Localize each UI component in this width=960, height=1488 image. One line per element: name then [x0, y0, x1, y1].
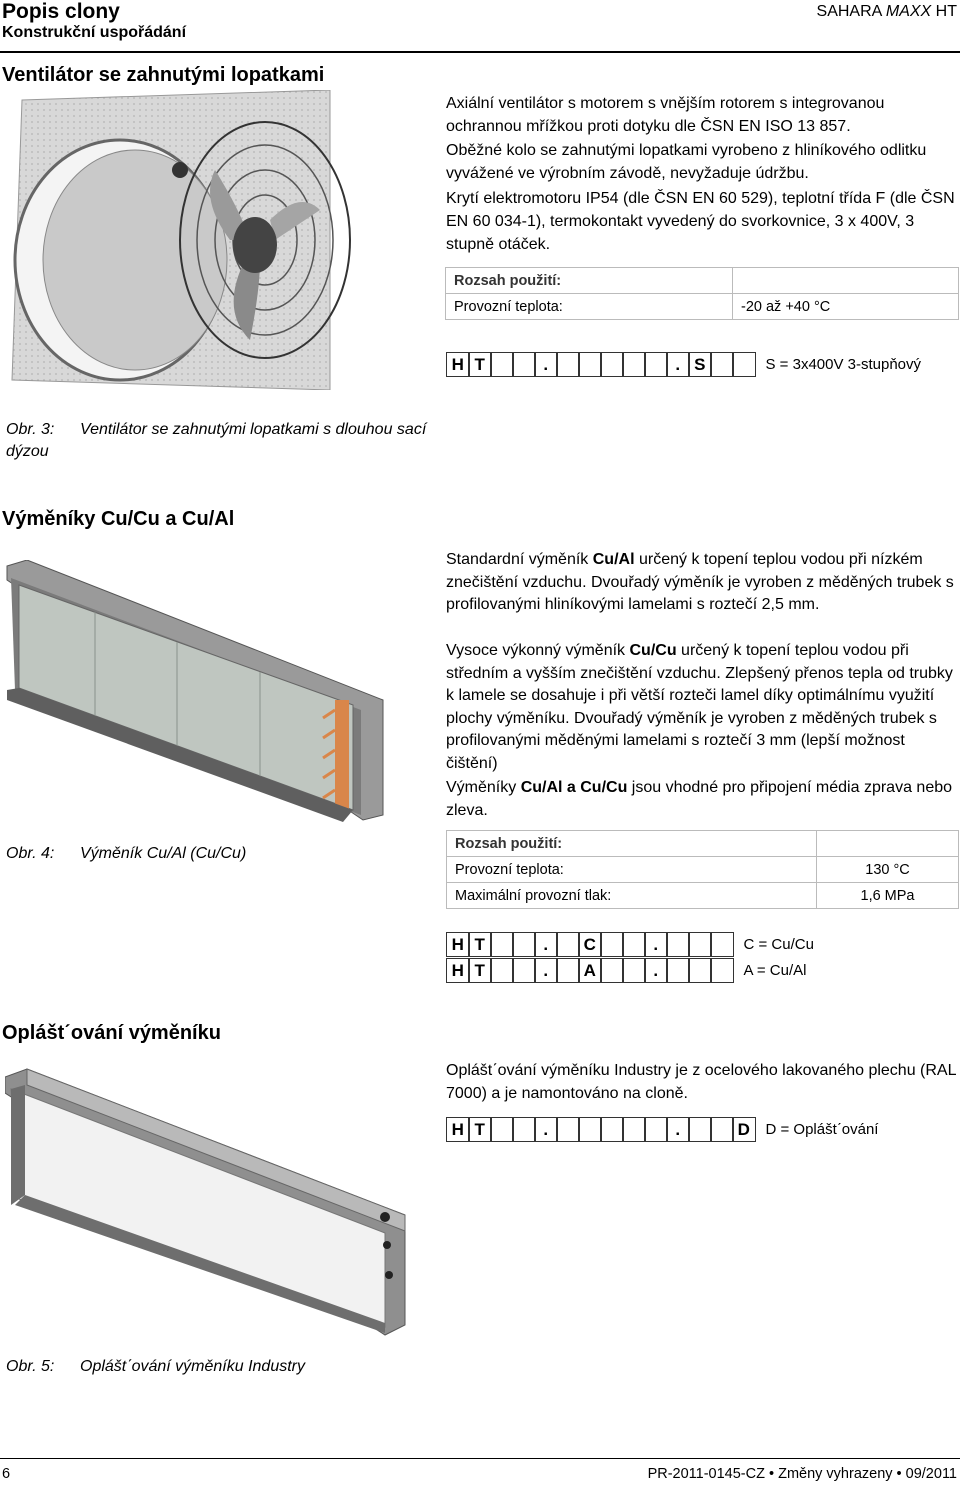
code-cell: T — [468, 352, 492, 377]
code-cell — [556, 958, 580, 983]
range-value: 130 °C — [817, 857, 959, 883]
code-cell — [490, 932, 514, 957]
code-cell — [710, 1117, 734, 1142]
code-cell — [490, 958, 514, 983]
code-cell — [556, 932, 580, 957]
code-cell: H — [446, 932, 470, 957]
fan-range-table — [445, 267, 959, 320]
cover-paragraph-1: Opláštˊování výměníku Industry je z ocelového lakovaného plechu (RAL 7000) a je namontováno na cloně. — [446, 1062, 956, 1102]
code-cell: . — [644, 958, 668, 983]
code-cell: . — [666, 1117, 690, 1142]
fan-heading: Ventilátor se zahnutými lopatkami — [2, 64, 325, 86]
code-legend: A = Cu/Al — [743, 962, 807, 979]
footer-divider — [0, 1458, 960, 1459]
exchanger-paragraph-2: Vysoce výkonný výměník Cu/Cu určený k topení teplou vodou při středním a vyšším znečištění vzduchu. Zlepšený přenos tepla od trubky k lamele se dosahuje i při větší rozteči lamel díky optimálnímu využití plochy výměníku. Dvouřadý výměník je vyroben z měděných trubek s profilovanými měděnými lamelami s roztečí 3 mm (lepší možnost čištění) — [446, 642, 953, 772]
code-cell — [710, 958, 734, 983]
code-cell — [512, 1117, 536, 1142]
page-subtitle: Konstrukční uspořádání — [2, 24, 187, 41]
code-cell: D — [732, 1117, 756, 1142]
code-cell — [600, 352, 624, 377]
page-number: 6 — [2, 1466, 11, 1482]
code-cell — [512, 958, 536, 983]
code-cell: . — [666, 352, 690, 377]
code-cell: T — [468, 932, 492, 957]
product-name: SAHARA MAXX HT — [816, 3, 957, 20]
fan-paragraph-1: Axiální ventilátor s motorem s vnějším rotorem s integrovanou ochrannou mřížkou proti dotyku dle ČSN EN ISO 13 857. — [446, 95, 885, 135]
code-cell: . — [534, 932, 558, 957]
code-cell — [556, 1117, 580, 1142]
code-cell — [600, 958, 624, 983]
fan-paragraph-3: Krytí elektromotoru IP54 (dle ČSN EN 60 529), teplotní třída F (dle ČSN EN 60 034-1), termokontakt vyvedený do svorkovnice, 3 x 400V, 3 stupně otáček. — [446, 190, 955, 253]
cover-heading: Opláštˊování výměníku — [2, 1022, 221, 1044]
header-divider — [0, 51, 960, 53]
exchanger-paragraph-1: Standardní výměník Cu/Al určený k topení teplou vodou při nízkém znečištění vzduchu. Dvouřadý výměník je vyroben z měděných trubek s profilovanými hliníkovými lamelami s roztečí 2,5 mm. — [446, 551, 954, 613]
code-cell — [710, 352, 734, 377]
range-label: Provozní teplota: — [447, 857, 817, 883]
code-cell — [688, 958, 712, 983]
code-cell — [556, 352, 580, 377]
code-cell — [644, 352, 668, 377]
exchanger-order-code-cu — [446, 932, 814, 957]
exchanger-heading: Výměníky Cu/Cu a Cu/Al — [2, 508, 235, 530]
code-cell: . — [534, 352, 558, 377]
document-info: PR-2011-0145-CZ • Změny vyhrazeny • 09/2011 — [647, 1466, 957, 1482]
code-cell — [644, 1117, 668, 1142]
exchanger-range-table — [446, 830, 959, 909]
page-title: Popis clony — [2, 0, 120, 23]
code-cell: . — [644, 932, 668, 957]
code-cell: C — [578, 932, 602, 957]
exchanger-image — [5, 560, 385, 825]
code-cell: . — [534, 958, 558, 983]
code-cell — [710, 932, 734, 957]
code-cell: T — [468, 1117, 492, 1142]
fan-order-code — [446, 352, 921, 377]
code-cell — [600, 932, 624, 957]
fan-caption: Obr. 3: Ventilátor se zahnutými lopatkami s dlouhou sací dýzou — [6, 421, 427, 460]
fan-image — [0, 90, 400, 390]
code-cell — [622, 352, 646, 377]
code-cell: T — [468, 958, 492, 983]
range-title: Rozsah použití: — [447, 831, 817, 857]
code-cell: H — [446, 352, 470, 377]
code-legend: D = Opláštˊování — [765, 1121, 879, 1138]
cover-order-code — [446, 1117, 878, 1142]
range-value: 1,6 MPa — [817, 883, 959, 909]
code-cell — [512, 932, 536, 957]
exchanger-order-code-al — [446, 958, 806, 983]
code-cell — [512, 352, 536, 377]
code-cell — [600, 1117, 624, 1142]
code-cell: H — [446, 1117, 470, 1142]
exchanger-paragraph-3: Výměníky Cu/Al a Cu/Cu jsou vhodné pro připojení média zprava nebo zleva. — [446, 779, 953, 819]
range-label: Provozní teplota: — [446, 294, 733, 320]
code-cell — [578, 1117, 602, 1142]
code-cell — [688, 932, 712, 957]
range-label: Maximální provozní tlak: — [447, 883, 817, 909]
code-cell — [666, 958, 690, 983]
code-cell — [688, 1117, 712, 1142]
range-value: -20 až +40 °C — [733, 294, 959, 320]
code-cell: H — [446, 958, 470, 983]
code-cell — [732, 352, 756, 377]
cover-image — [5, 1065, 410, 1345]
code-cell — [490, 1117, 514, 1142]
code-cell — [490, 352, 514, 377]
code-cell — [578, 352, 602, 377]
code-cell — [622, 932, 646, 957]
exchanger-caption: Obr. 4: Výměník Cu/Al (Cu/Cu) — [6, 845, 247, 862]
code-cell: . — [534, 1117, 558, 1142]
code-legend: S = 3x400V 3-stupňový — [765, 356, 922, 373]
code-legend: C = Cu/Cu — [743, 936, 814, 953]
code-cell — [622, 1117, 646, 1142]
code-cell: A — [578, 958, 602, 983]
fan-paragraph-2: Oběžné kolo se zahnutými lopatkami vyrobeno z hliníkového odlitku vyvážené ve výrobním závodě, nevyžaduje údržbu. — [446, 142, 927, 182]
range-title: Rozsah použití: — [446, 268, 733, 294]
cover-caption: Obr. 5: Opláštˊování výměníku Industry — [6, 1358, 305, 1375]
code-cell: S — [688, 352, 712, 377]
code-cell — [666, 932, 690, 957]
code-cell — [622, 958, 646, 983]
